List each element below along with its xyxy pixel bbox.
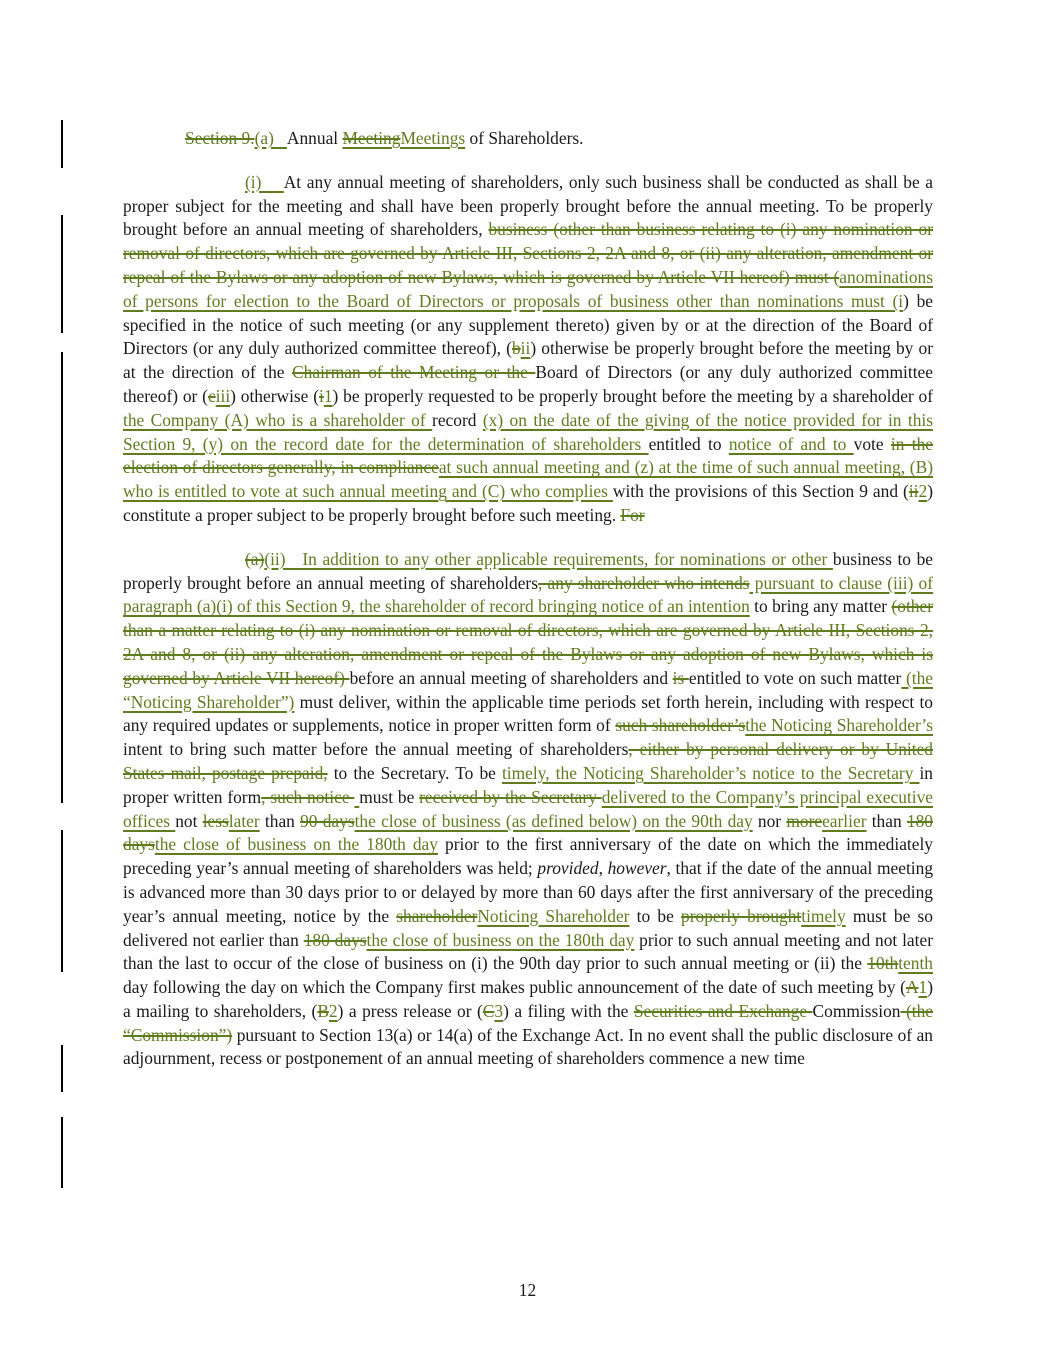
inserted-text-run: (ii) In addition to any other applicable requirements, for nominations or other bbox=[264, 548, 833, 569]
deleted-text-run: Securities and Exchange bbox=[633, 1000, 813, 1021]
inserted-text-run: iii bbox=[215, 385, 231, 406]
inserted-text-run: timely bbox=[801, 905, 846, 926]
inserted-text-run: (i) bbox=[245, 171, 284, 192]
deleted-text-run: in the election of directors generally, in compliance bbox=[123, 433, 933, 478]
deleted-text-run: ii bbox=[908, 481, 919, 502]
body-text-run: ) be specified in the notice of such meeting (or any supplement thereto) given by or at the direction of the Board of Directors (or any duly authorized committee thereof), ( bbox=[123, 290, 933, 359]
inserted-text-run: 2 bbox=[328, 1000, 338, 1021]
body-text-run: pursuant to Section 13(a) or 14(a) of the Exchange Act. In no event shall the public disclosure of an adjournment, recess or postponement of an annual meeting of shareholders commence a new time bbox=[123, 1024, 933, 1069]
body-text-run: ) a mailing to shareholders, ( bbox=[123, 977, 933, 1021]
inserted-text-run: 1 bbox=[323, 385, 333, 406]
body-text-run: vote bbox=[853, 433, 891, 454]
deleted-text-run: business (other than business relating to (i) any nomination or removal of directors, which are governed by Article III, Sections 2, 2A and 8, or (ii) any alteration, amendment or repeal of the Bylaws or any adoption of new Bylaws, which is governed by Article VII hereof) must ( bbox=[123, 219, 934, 287]
body-text-run: entitled to vote on such matter bbox=[688, 667, 902, 688]
deleted-text-run: 180 days bbox=[303, 929, 367, 950]
body-text-run: Commission bbox=[812, 1000, 901, 1021]
italic-text-run: however bbox=[607, 858, 667, 879]
body-text-run: ) constitute a proper subject to be properly brought before such meeting. bbox=[123, 481, 933, 525]
inserted-text-run: the Noticing Shareholder’s bbox=[745, 715, 933, 736]
body-text-run: record bbox=[432, 409, 483, 430]
deleted-text-run: i bbox=[319, 385, 324, 406]
deleted-text-run: Section 9. bbox=[185, 128, 255, 148]
deleted-text-run: b bbox=[511, 338, 521, 359]
inserted-text-run: notice of and to bbox=[728, 433, 854, 454]
inserted-text-run: the close of business on the 180th day bbox=[366, 929, 635, 950]
deleted-text-run: shareholder bbox=[396, 905, 478, 926]
body-text-run: ) otherwise ( bbox=[230, 385, 319, 406]
body-text-run: ) otherwise be properly brought before the meeting by or at the direction of the bbox=[123, 338, 933, 383]
body-text-run: entitled to bbox=[648, 433, 729, 454]
section-heading bbox=[123, 127, 933, 151]
body-text-run: than bbox=[259, 810, 301, 831]
deleted-text-run: 180 days bbox=[123, 810, 933, 855]
body-text-run: nor bbox=[752, 810, 787, 831]
change-bar bbox=[61, 352, 63, 803]
body-text-run: with the provisions of this Section 9 and ( bbox=[612, 481, 909, 502]
inserted-text-run: tenth bbox=[898, 953, 933, 974]
change-bar bbox=[61, 830, 63, 972]
inserted-text-run: earlier bbox=[822, 810, 867, 831]
change-bar bbox=[61, 120, 63, 168]
body-text-run: must be so delivered not earlier than bbox=[123, 905, 933, 950]
body-text-run: Annual bbox=[286, 128, 343, 148]
italic-text-run: provided bbox=[537, 858, 599, 879]
deleted-text-run: (other than a matter relating to (i) any nomination or removal of directors, which are governed by Article III, Sections 2, 2A and 8, or (ii) any alteration, amendment or repeal of the Bylaws or any adoption of new Bylaws, which is governed by Article VII hereof) bbox=[123, 596, 933, 688]
body-text-run: intent to bring such matter before the annual meeting of shareholders bbox=[123, 739, 629, 760]
inserted-text-run: (x) on the date of the giving of the notice provided for in this Section 9, (y) on the record date for the determination of shareholders bbox=[123, 409, 933, 454]
body-text-run: of Shareholders. bbox=[465, 128, 584, 148]
deleted-text-run: 90 days bbox=[300, 810, 355, 831]
deleted-text-run: is bbox=[672, 667, 689, 688]
deleted-text-run: , either by personal delivery or by United States mail, postage prepaid, bbox=[123, 739, 933, 783]
inserted-text-run: (the “Noticing Shareholder”) bbox=[123, 667, 933, 712]
body-text-run: Board of Directors (or any duly authorized committee thereof) or ( bbox=[123, 362, 933, 406]
inserted-text-run: later bbox=[228, 810, 260, 831]
inserted-text-run: the Company (A) who is a shareholder of bbox=[123, 409, 433, 430]
deleted-text-run: c bbox=[207, 385, 216, 406]
inserted-text-run: 1 bbox=[918, 977, 928, 998]
paragraph-a-i bbox=[123, 171, 933, 528]
deleted-text-run: C bbox=[482, 1000, 495, 1021]
body-text-run: not bbox=[175, 810, 203, 831]
inserted-text-run: timely, the Noticing Shareholder’s notice to the Secretary bbox=[501, 762, 920, 783]
change-bar bbox=[61, 1117, 63, 1188]
body-text-run: must deliver, within the applicable time periods set forth herein, including with respect to any required updates or supplements, notice in proper written form of bbox=[123, 691, 933, 736]
body-text-run: before an annual meeting of shareholders and bbox=[349, 667, 673, 688]
deleted-text-run: , such notice bbox=[261, 786, 355, 807]
inserted-text-run: Meetings bbox=[400, 128, 466, 148]
body-text-run: ) a filing with the bbox=[503, 1000, 634, 1021]
deleted-text-run: , any shareholder who intends bbox=[538, 572, 750, 593]
page-number: 12 bbox=[518, 1280, 537, 1300]
deleted-text-run: Chairman of the Meeting or the bbox=[292, 362, 536, 383]
body-text-run: to be bbox=[629, 905, 682, 926]
body-text-run: than bbox=[866, 810, 907, 831]
body-text-run: prior to such annual meeting and not later than the last to occur of the close of business on (i) the 90th day prior to such annual meeting or (ii) the bbox=[123, 929, 933, 974]
deleted-text-run: 10th bbox=[867, 953, 899, 974]
inserted-text-run: 2 bbox=[918, 481, 928, 502]
deleted-text-run: more bbox=[786, 810, 823, 831]
deleted-text-run: (a) bbox=[245, 548, 265, 569]
body-text-run: day following the day on which the Company first makes public announcement of the date of such meeting by ( bbox=[123, 977, 906, 998]
inserted-text-run: (a) bbox=[254, 128, 287, 148]
body-text-run: ) be properly requested to be properly brought before the meeting by a shareholder of bbox=[332, 385, 934, 406]
inserted-text-run: pursuant to clause (iii) of paragraph (a)(i) of this Section 9, the shareholder of record bringing notice of an intention bbox=[123, 572, 934, 617]
deleted-text-run: A bbox=[905, 977, 919, 998]
deleted-text-run: less bbox=[202, 810, 229, 831]
deleted-inserted-text-run: Meeting bbox=[342, 128, 401, 148]
body-text-run: to bring any matter bbox=[749, 596, 892, 617]
inserted-text-run: the close of business (as defined below) on the 90th day bbox=[354, 810, 753, 831]
body-text-run: must be bbox=[359, 786, 420, 807]
inserted-text-run: the close of business on the 180th day bbox=[154, 834, 438, 855]
inserted-text-run: Noticing Shareholder bbox=[477, 905, 630, 926]
paragraph-a-ii bbox=[123, 548, 933, 1072]
inserted-text-run: delivered to the Company’s principal executive offices bbox=[123, 786, 934, 831]
change-bar bbox=[61, 1045, 63, 1092]
body-text-run: business to be properly brought before an annual meeting of shareholders bbox=[123, 548, 933, 593]
body-text-run: , bbox=[598, 858, 608, 879]
inserted-text-run: ii bbox=[520, 338, 531, 359]
inserted-text-run: at such annual meeting and (z) at the time of such annual meeting, (B) who is entitled to vote at such annual meeting and (C) who complies bbox=[123, 457, 933, 502]
change-bar bbox=[61, 215, 63, 333]
deleted-text-run: (the “Commission”) bbox=[123, 1000, 933, 1045]
body-text-run: prior to the first anniversary of the date on which the immediately preceding year’s annual meeting of shareholders was held; bbox=[123, 834, 933, 879]
deleted-text-run: For bbox=[620, 504, 645, 525]
inserted-text-run: anominations of persons for election to the Board of Directors or proposals of business other than nominations must (i bbox=[123, 266, 933, 311]
document-content bbox=[123, 127, 933, 1091]
body-text-run: ) a press release or ( bbox=[337, 1000, 483, 1021]
deleted-text-run: received by the Secretary bbox=[419, 786, 602, 807]
body-text-run: At any annual meeting of shareholders, only such business shall be conducted as shall be a proper subject for the meeting and shall have been properly brought before the annual meeting. To be properly brought before an annual meeting of shareholders, bbox=[123, 171, 933, 240]
deleted-text-run: such shareholder’s bbox=[615, 715, 746, 736]
inserted-text-run: 3 bbox=[494, 1000, 504, 1021]
body-text-run: in proper written form bbox=[123, 762, 933, 807]
body-text-run: to the Secretary. To be bbox=[327, 762, 502, 783]
deleted-text-run: properly brought bbox=[681, 905, 802, 926]
deleted-text-run: B bbox=[317, 1000, 329, 1021]
body-text-run: , that if the date of the annual meeting is advanced more than 30 days prior to or delayed by more than 60 days after the first anniversary of the preceding year’s annual meeting, notice by the bbox=[123, 858, 934, 926]
